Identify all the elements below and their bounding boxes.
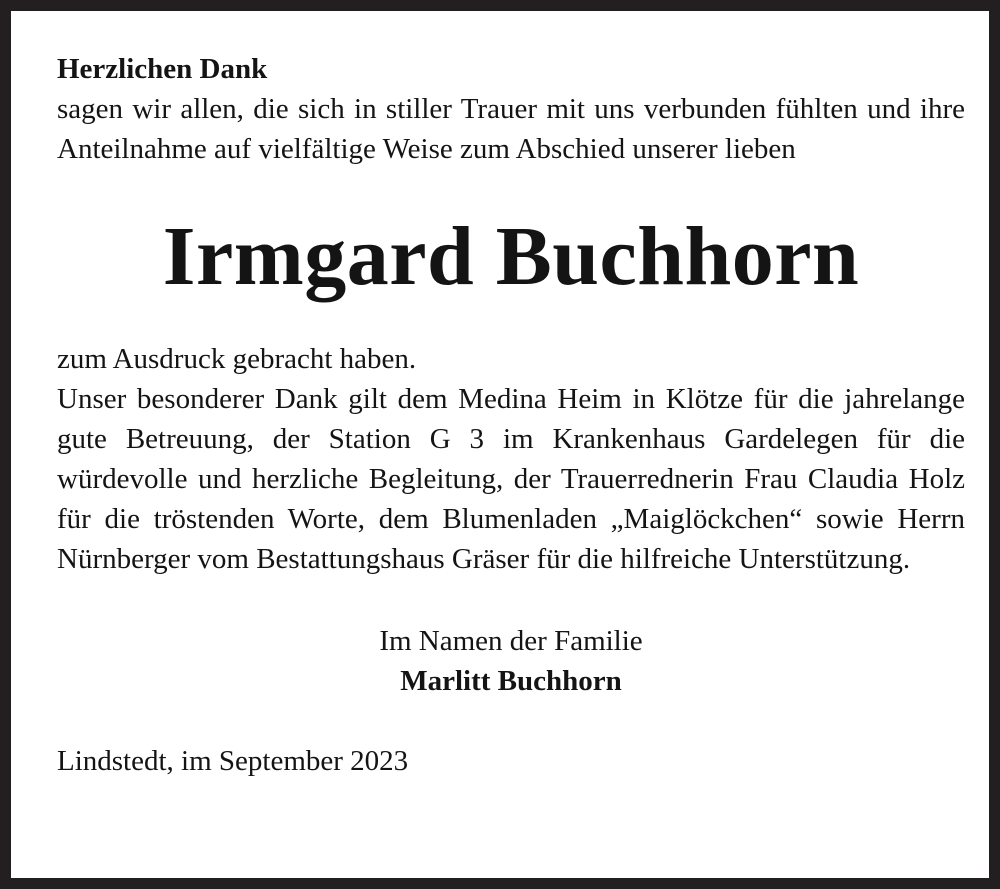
intro-text: sagen wir allen, die sich in stiller Trauer mit uns verbunden fühlten und ihre Anteilnahme auf vielfältige Weise zum Abschied unserer lieben (57, 93, 965, 165)
closing-text: Im Namen der Familie (379, 625, 643, 657)
notice-heading: Herzlichen Dank (57, 53, 268, 85)
signer-name: Marlitt Buchhorn (400, 665, 622, 697)
notice-content (57, 49, 965, 781)
deceased-name: Irmgard Buchhorn (162, 210, 860, 303)
thanks-text: Unser besonderer Dank gilt dem Medina Heim in Klötze für die jahrelange gute Betreuung, der Station G 3 im Krankenhaus Gardelegen für die würdevolle und herzliche Begleitung, der Trauerrednerin Frau Claudia Holz für die tröstenden Worte, dem Blumenladen „Maiglöckchen“ sowie Herrn Nürnberger vom Bestattungshaus Gräser für die hilfreiche Unterstützung. (57, 383, 965, 575)
place-date: Lindstedt, im September 2023 (57, 745, 409, 777)
after-name-text: zum Ausdruck gebracht haben. (57, 343, 417, 375)
